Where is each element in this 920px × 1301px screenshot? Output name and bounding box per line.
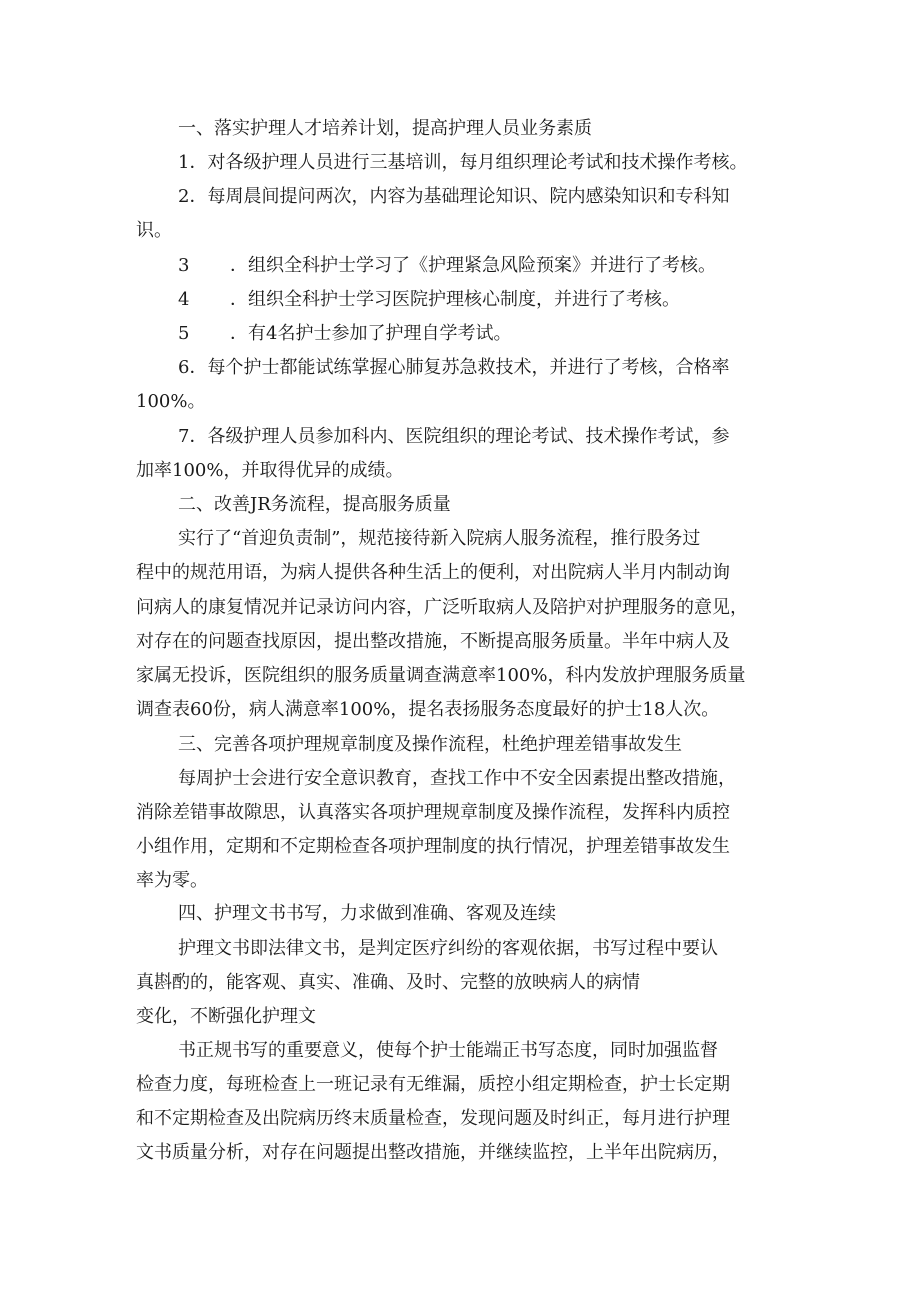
section-2-line: 问病人的康复情况并记录访问内容，广泛听取病人及陪护对护理服务的意见，	[136, 597, 748, 618]
section-1-heading: 一、落实护理人才培养计划，提高护理人员业务素质	[178, 118, 592, 139]
section-2-line: 家属无投诉，医院组织的服务质量调查满意率100%，科内发放护理服务质量	[136, 665, 746, 686]
section-4-line: 检查力度，每班检查上一班记录有无维漏，质控小组定期检查，护士长定期	[136, 1074, 730, 1095]
section-2-line: 对存在的问题查找原因，提出整改措施，不断提高服务质量。半年中病人及	[136, 631, 730, 652]
item-5-number: 5	[178, 323, 190, 344]
item-1: 1．对各级护理人员进行三基培训，每月组织理论考试和技术操作考核。	[178, 152, 748, 173]
item-7-line-1: 7．各级护理人员参加科内、医院组织的理论考试、技术操作考试，参	[178, 426, 730, 447]
item-6-line-2: 100%。	[136, 391, 206, 412]
section-4-line: 和不定期检查及出院病历终末质量检查，发现问题及时纠正，每月进行护理	[136, 1108, 730, 1129]
item-2-line-2: 识。	[136, 220, 172, 241]
section-4-line: 书正规书写的重要意义，使每个护士能端正书写态度，同时加强监督	[178, 1040, 718, 1061]
section-4-line: 护理文书即法律文书，是判定医疗纠纷的客观依据，书写过程中要认	[178, 938, 718, 959]
section-3-line: 每周护士会进行安全意识教育，查找工作中不安全因素提出整改措施，	[178, 768, 736, 789]
item-6-line-1: 6．每个护士都能试练掌握心肺复苏急救技术，并进行了考核，合格率	[178, 357, 730, 378]
section-2-line: 实行了“首迎负责制”，规范接待新入院病人服务流程，推行股务过	[178, 528, 701, 549]
item-5-text: ．有4名护士参加了护理自学考试。	[230, 323, 512, 344]
section-4-line: 真斟酌的，能客观、真实、准确、及时、完整的放映病人的病情	[136, 972, 640, 993]
section-2-heading: 二、改善JR务流程，提高服务质量	[178, 494, 451, 515]
section-3-line: 小组作用，定期和不定期检查各项护理制度的执行情况，护理差错事故发生	[136, 836, 730, 857]
item-2-line-1: 2．每周晨间提问两次，内容为基础理论知识、院内感染知识和专科知	[178, 186, 730, 207]
item-3-text: ．组织全科护士学习了《护理紧急风险预案》并进行了考核。	[230, 255, 716, 276]
item-7-line-2: 加率100%，并取得优异的成绩。	[136, 460, 404, 481]
item-5	[178, 322, 511, 346]
section-3-heading: 三、完善各项护理规章制度及操作流程，杜绝护理差错事故发生	[178, 734, 682, 755]
item-4-number: 4	[178, 289, 190, 310]
section-4-line: 变化，不断强化护理文	[136, 1006, 316, 1027]
section-4-line: 文书质量分析，对存在问题提出整改措施，并继续监控，上半年出院病历，	[136, 1142, 730, 1163]
section-3-line: 消除差错事故隙思，认真落实各项护理规章制度及操作流程，发挥科内质控	[136, 802, 730, 823]
item-4	[178, 288, 680, 312]
item-3	[178, 254, 716, 278]
section-4-heading: 四、护理文书书写，力求做到准确、客观及连续	[178, 903, 556, 924]
item-3-number: 3	[178, 255, 190, 276]
item-4-text: ．组织全科护士学习医院护理核心制度，并进行了考核。	[230, 289, 680, 310]
section-2-line: 调查表60份，病人满意率100%，提名表扬服务态度最好的护士18人次。	[136, 699, 720, 720]
section-2-line: 程中的规范用语，为病人提供各种生活上的便利，对出院病人半月内制动询	[136, 562, 730, 583]
section-3-line: 率为零。	[136, 870, 208, 891]
